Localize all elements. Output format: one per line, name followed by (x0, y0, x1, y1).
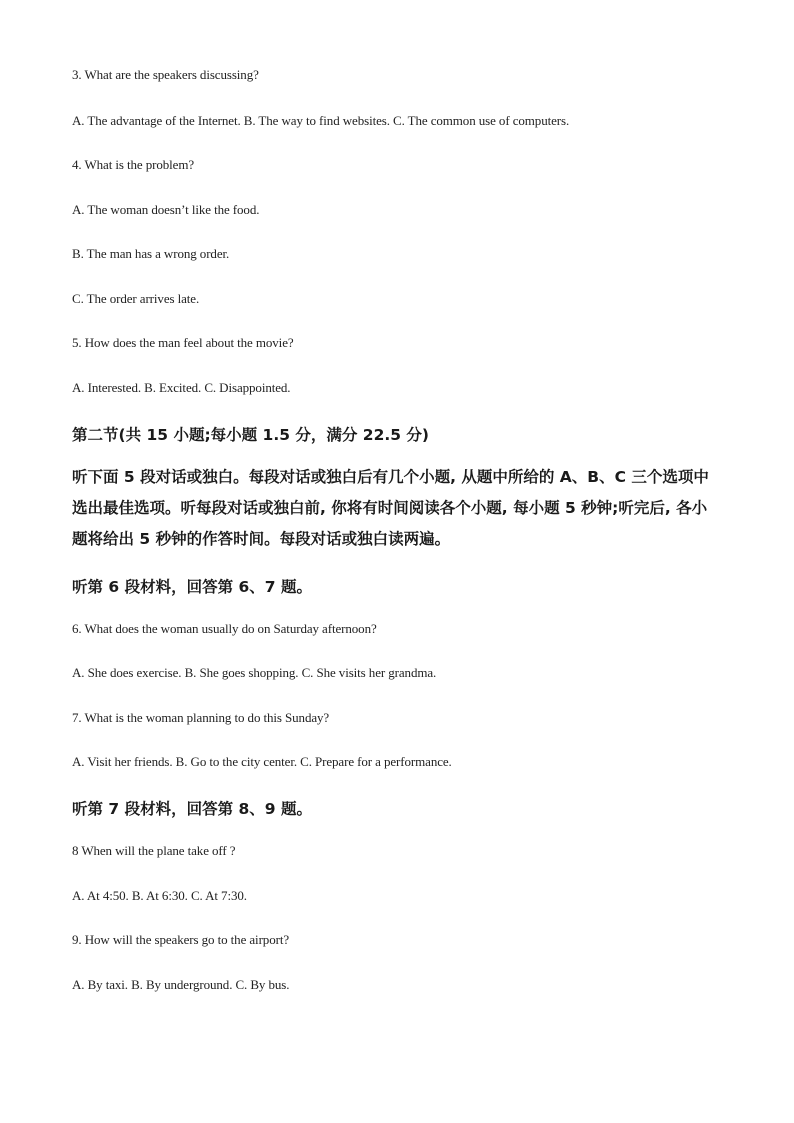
question-8: 8 When will the plane take off ? (72, 843, 236, 858)
question-3: 3. What are the speakers discussing? (72, 67, 259, 82)
question-3-options: A. The advantage of the Internet. B. The way to find websites. C. The common use of computers. (72, 113, 570, 128)
section-2-instructions: 听下面 5 段对话或独白。每段对话或独白后有几个小题, 从题中所给的 A、B、C 三个选项中选出最佳选项。听每段对话或独白前, 你将有时间阅读各个小题, 每小题 5 秒钟;听完后, 各小题将给出 5 秒钟的作答时间。每段对话或独白读两遍。 (72, 468, 709, 548)
section-2-title: 第二节(共 15 小题;每小题 1.5 分，满分 22.5 分) (72, 426, 430, 444)
question-6-options: A. She does exercise. B. She goes shopping. C. She visits her grandma. (72, 665, 437, 680)
question-7-options: A. Visit her friends. B. Go to the city center. C. Prepare for a performance. (72, 754, 452, 769)
question-4-option-a: A. The woman doesn’t like the food. (72, 202, 260, 217)
question-5: 5. How does the man feel about the movie? (72, 335, 294, 350)
question-4-option-b: B. The man has a wrong order. (72, 246, 230, 261)
question-7: 7. What is the woman planning to do this Sunday? (72, 710, 330, 725)
material-6-heading: 听第 6 段材料，回答第 6、7 题。 (72, 578, 312, 596)
question-8-options: A. At 4:50. B. At 6:30. C. At 7:30. (72, 888, 247, 903)
question-9-options: A. By taxi. B. By underground. C. By bus. (72, 977, 290, 992)
question-4-option-c: C. The order arrives late. (72, 291, 200, 306)
question-4: 4. What is the problem? (72, 157, 195, 172)
question-6: 6. What does the woman usually do on Saturday afternoon? (72, 621, 377, 636)
material-7-heading: 听第 7 段材料，回答第 8、9 题。 (72, 800, 312, 818)
question-9: 9. How will the speakers go to the airport? (72, 932, 290, 947)
question-5-options: A. Interested. B. Excited. C. Disappointed. (72, 380, 291, 395)
